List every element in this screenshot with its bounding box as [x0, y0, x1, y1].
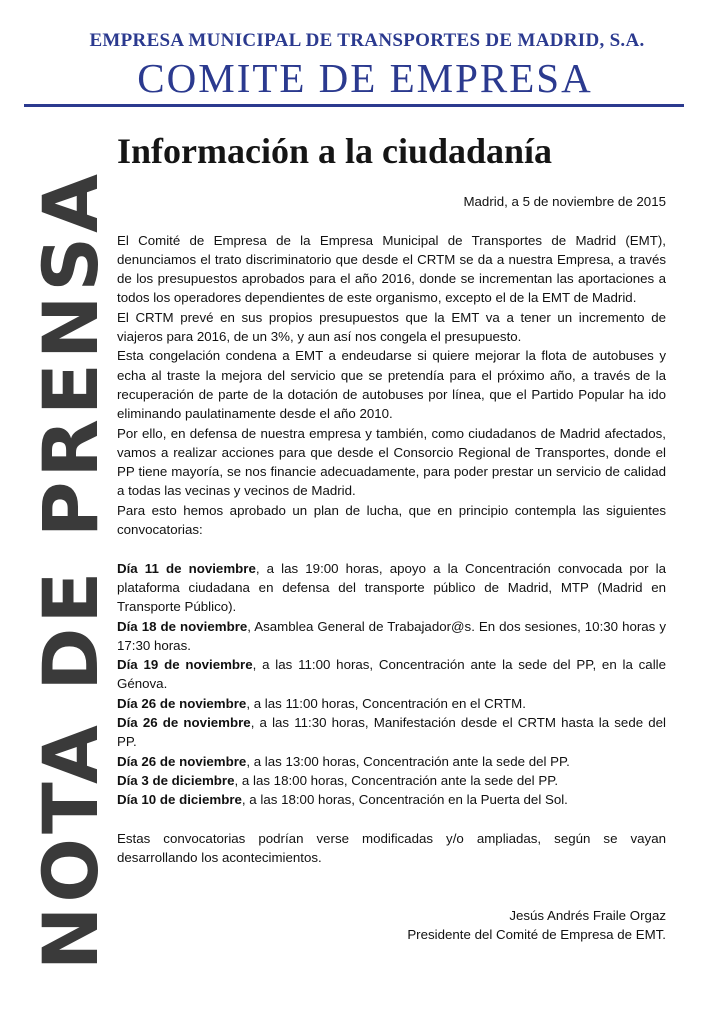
event-detail: , a las 19:00 horas, apoyo a la Concentración convocada por la plataforma ciudadana en defensa del transporte público de Madrid, MTP (Madrid en Transporte Público). [117, 560, 667, 615]
paragraph: Por ello, en defensa de nuestra empresa y también, como ciudadanos de Madrid afectados, vamos a realizar acciones para que desde el Consorcio Regional de Transportes, donde el PP tiene mayoría, se nos financie adecuadamente, para poder prestar un servicio de calidad a todas las vecinas y vecinos de Madrid. [117, 425, 666, 499]
event-date: Día 10 de diciembre [117, 792, 242, 808]
paragraph: Para esto hemos aprobado un plan de lucha, que en principio contempla las siguientes convocatorias: [117, 502, 666, 538]
event-item [117, 771, 666, 790]
organization-name: EMPRESA MUNICIPAL DE TRANSPORTES DE MADRID, S.A. [89, 30, 645, 51]
event-date: Día 3 de diciembre [117, 772, 235, 788]
signature-name: Jesús Andrés Fraile Orgaz [509, 907, 666, 923]
committee-title: COMITE DE EMPRESA [137, 55, 593, 101]
press-release-body [117, 192, 666, 945]
event-date: Día 26 de noviembre [117, 715, 251, 731]
event-detail: , Asamblea General de Trabajador@s. En dos sesiones, 10:30 horas y 17:30 horas. [117, 618, 666, 653]
side-label-container [26, 134, 115, 1006]
event-detail: , a las 18:00 horas, Concentración en la Puerta del Sol. [241, 792, 568, 808]
date-line: Madrid, a 5 de noviembre de 2015 [463, 194, 666, 209]
event-item [117, 655, 666, 694]
event-item [117, 752, 666, 771]
event-item [117, 790, 666, 809]
spacer [117, 867, 666, 906]
event-detail: , a las 18:00 horas, Concentración ante la sede del PP. [234, 772, 559, 788]
event-date: Día 26 de noviembre [117, 695, 247, 711]
event-item [117, 617, 666, 656]
event-date: Día 26 de noviembre [117, 753, 247, 769]
signature-role: Presidente del Comité de Empresa de EMT. [407, 927, 666, 943]
spacer [117, 810, 666, 829]
paragraph: Esta congelación condena a EMT a endeudarse si quiere mejorar la flota de autobuses y echa al traste la mejora del servicio que se pretendía para el próximo año, a través de la recuperación de parte de la dotación de autobuses por línea, que el Partido Popular ha ido eliminando paulatinamente desde el año 2010. [117, 348, 666, 422]
header-divider [24, 104, 684, 107]
paragraph: El Comité de Empresa de la Empresa Municipal de Transportes de Madrid (EMT), denunciamos el trato discriminatorio que desde el CRTM se da a nuestra Empresa, a través de los presupuestos aprobados para el año 2016, donde se incrementan las aportaciones a todos los operadores dependientes de este organismo, excepto el de la EMT de Madrid. [117, 232, 666, 306]
event-detail: , a las 13:00 horas, Concentración ante la sede del PP. [246, 753, 570, 769]
event-item [117, 713, 666, 752]
event-date: Día 18 de noviembre [117, 618, 248, 634]
paragraph: El CRTM prevé en sus propios presupuestos que la EMT va a tener un incremento de viajeros para 2016, de un 3%, y aun así nos congela el presupuesto. [117, 309, 666, 345]
event-item [117, 559, 666, 617]
event-detail: , a las 11:30 horas, Manifestación desde el CRTM hasta la sede del PP. [117, 715, 667, 750]
spacer [117, 211, 666, 230]
event-detail: , a las 11:00 horas, Concentración ante la sede del PP, en la calle Génova. [117, 657, 667, 692]
event-date: Día 11 de noviembre [117, 560, 256, 576]
closing-paragraph: Estas convocatorias podrían verse modificadas y/o ampliadas, según se vayan desarrollando los acontecimientos. [117, 830, 666, 866]
event-list [117, 559, 666, 810]
event-detail: , a las 11:00 horas, Concentración en el CRTM. [246, 695, 526, 711]
event-date: Día 19 de noviembre [117, 657, 253, 673]
event-item [117, 694, 666, 713]
page-title: Información a la ciudadanía [117, 131, 553, 171]
spacer [117, 539, 666, 558]
side-label: NOTA DE PRENSA [26, 169, 115, 971]
